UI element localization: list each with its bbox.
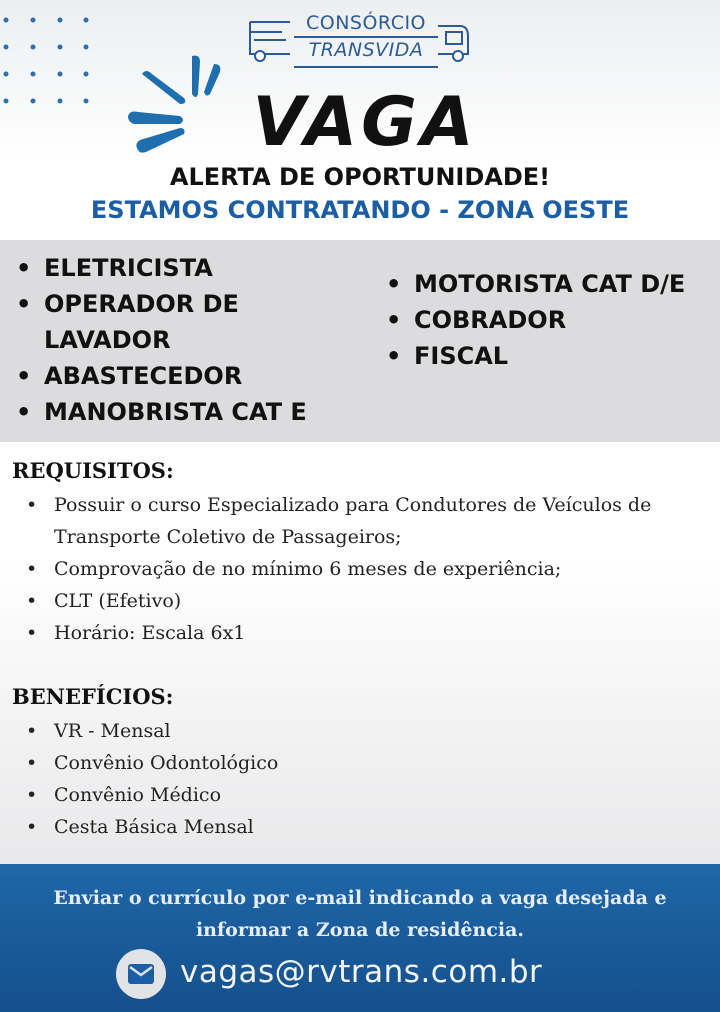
bullet: • <box>26 590 38 612</box>
job-item: • MOTORISTA CAT D/E <box>380 266 720 302</box>
benefits-list <box>24 715 624 843</box>
bullet: • <box>16 362 32 390</box>
job-item: • MANOBRISTA CAT E <box>10 394 350 430</box>
alert-heading: ALERTA DE OPORTUNIDADE! <box>169 163 551 191</box>
bullet: • <box>26 494 38 516</box>
job-item: • FISCAL <box>380 338 720 374</box>
brand-divider <box>294 36 438 38</box>
benefit-item: • Cesta Básica Mensal <box>24 811 624 843</box>
page-title: VAGA <box>252 83 478 162</box>
email-link[interactable]: vagas@rvtrans.com.br <box>180 954 543 990</box>
requirement-item: • Horário: Escala 6x1 <box>24 617 714 649</box>
splash-decoration <box>128 54 228 154</box>
benefit-item: • Convênio Médico <box>24 779 624 811</box>
footer-contact <box>0 864 720 1012</box>
bullet: • <box>16 290 32 318</box>
requirement-item: • Comprovação de no mínimo 6 meses de experiência; <box>24 553 714 585</box>
benefit-item: • Convênio Odontológico <box>24 747 624 779</box>
bullet: • <box>26 720 38 742</box>
requirements-list <box>24 489 714 649</box>
bullet: • <box>386 270 402 298</box>
footer-instructions: Enviar o currículo por e-mail indicando a vaga desejada e informar a Zona de residência. <box>53 887 667 941</box>
mail-icon <box>116 949 166 999</box>
dot-grid-decoration <box>0 16 100 116</box>
brand-line-1: CONSÓRCIO <box>305 12 427 34</box>
job-item: • ABASTECEDOR <box>10 358 350 394</box>
requirement-item: • Possuir o curso Especializado para Condutores de Veículos de Transporte Coletivo de Passageiros; <box>24 489 714 553</box>
brand-line-2: TRANSVIDA <box>308 39 424 61</box>
bullet: • <box>16 398 32 426</box>
benefit-item: • VR - Mensal <box>24 715 624 747</box>
hiring-subheading: ESTAMOS CONTRATANDO - ZONA OESTE <box>90 196 630 224</box>
job-item: • ELETRICISTA <box>10 250 350 286</box>
bullet: • <box>26 816 38 838</box>
benefits-heading: BENEFÍCIOS: <box>12 684 174 709</box>
requirements-heading: REQUISITOS: <box>12 458 174 483</box>
brand-logo <box>246 8 474 70</box>
job-list-band <box>0 240 720 442</box>
bullet: • <box>386 342 402 370</box>
job-item: • OPERADOR DE LAVADOR <box>10 286 350 358</box>
job-list-left <box>10 250 350 430</box>
bullet: • <box>386 306 402 334</box>
requirement-item: • CLT (Efetivo) <box>24 585 714 617</box>
bullet: • <box>26 558 38 580</box>
job-list-right <box>380 266 720 374</box>
job-item: • COBRADOR <box>380 302 720 338</box>
bullet: • <box>26 752 38 774</box>
bullet: • <box>16 254 32 282</box>
bullet: • <box>26 622 38 644</box>
bullet: • <box>26 784 38 806</box>
brand-underline <box>294 66 438 68</box>
